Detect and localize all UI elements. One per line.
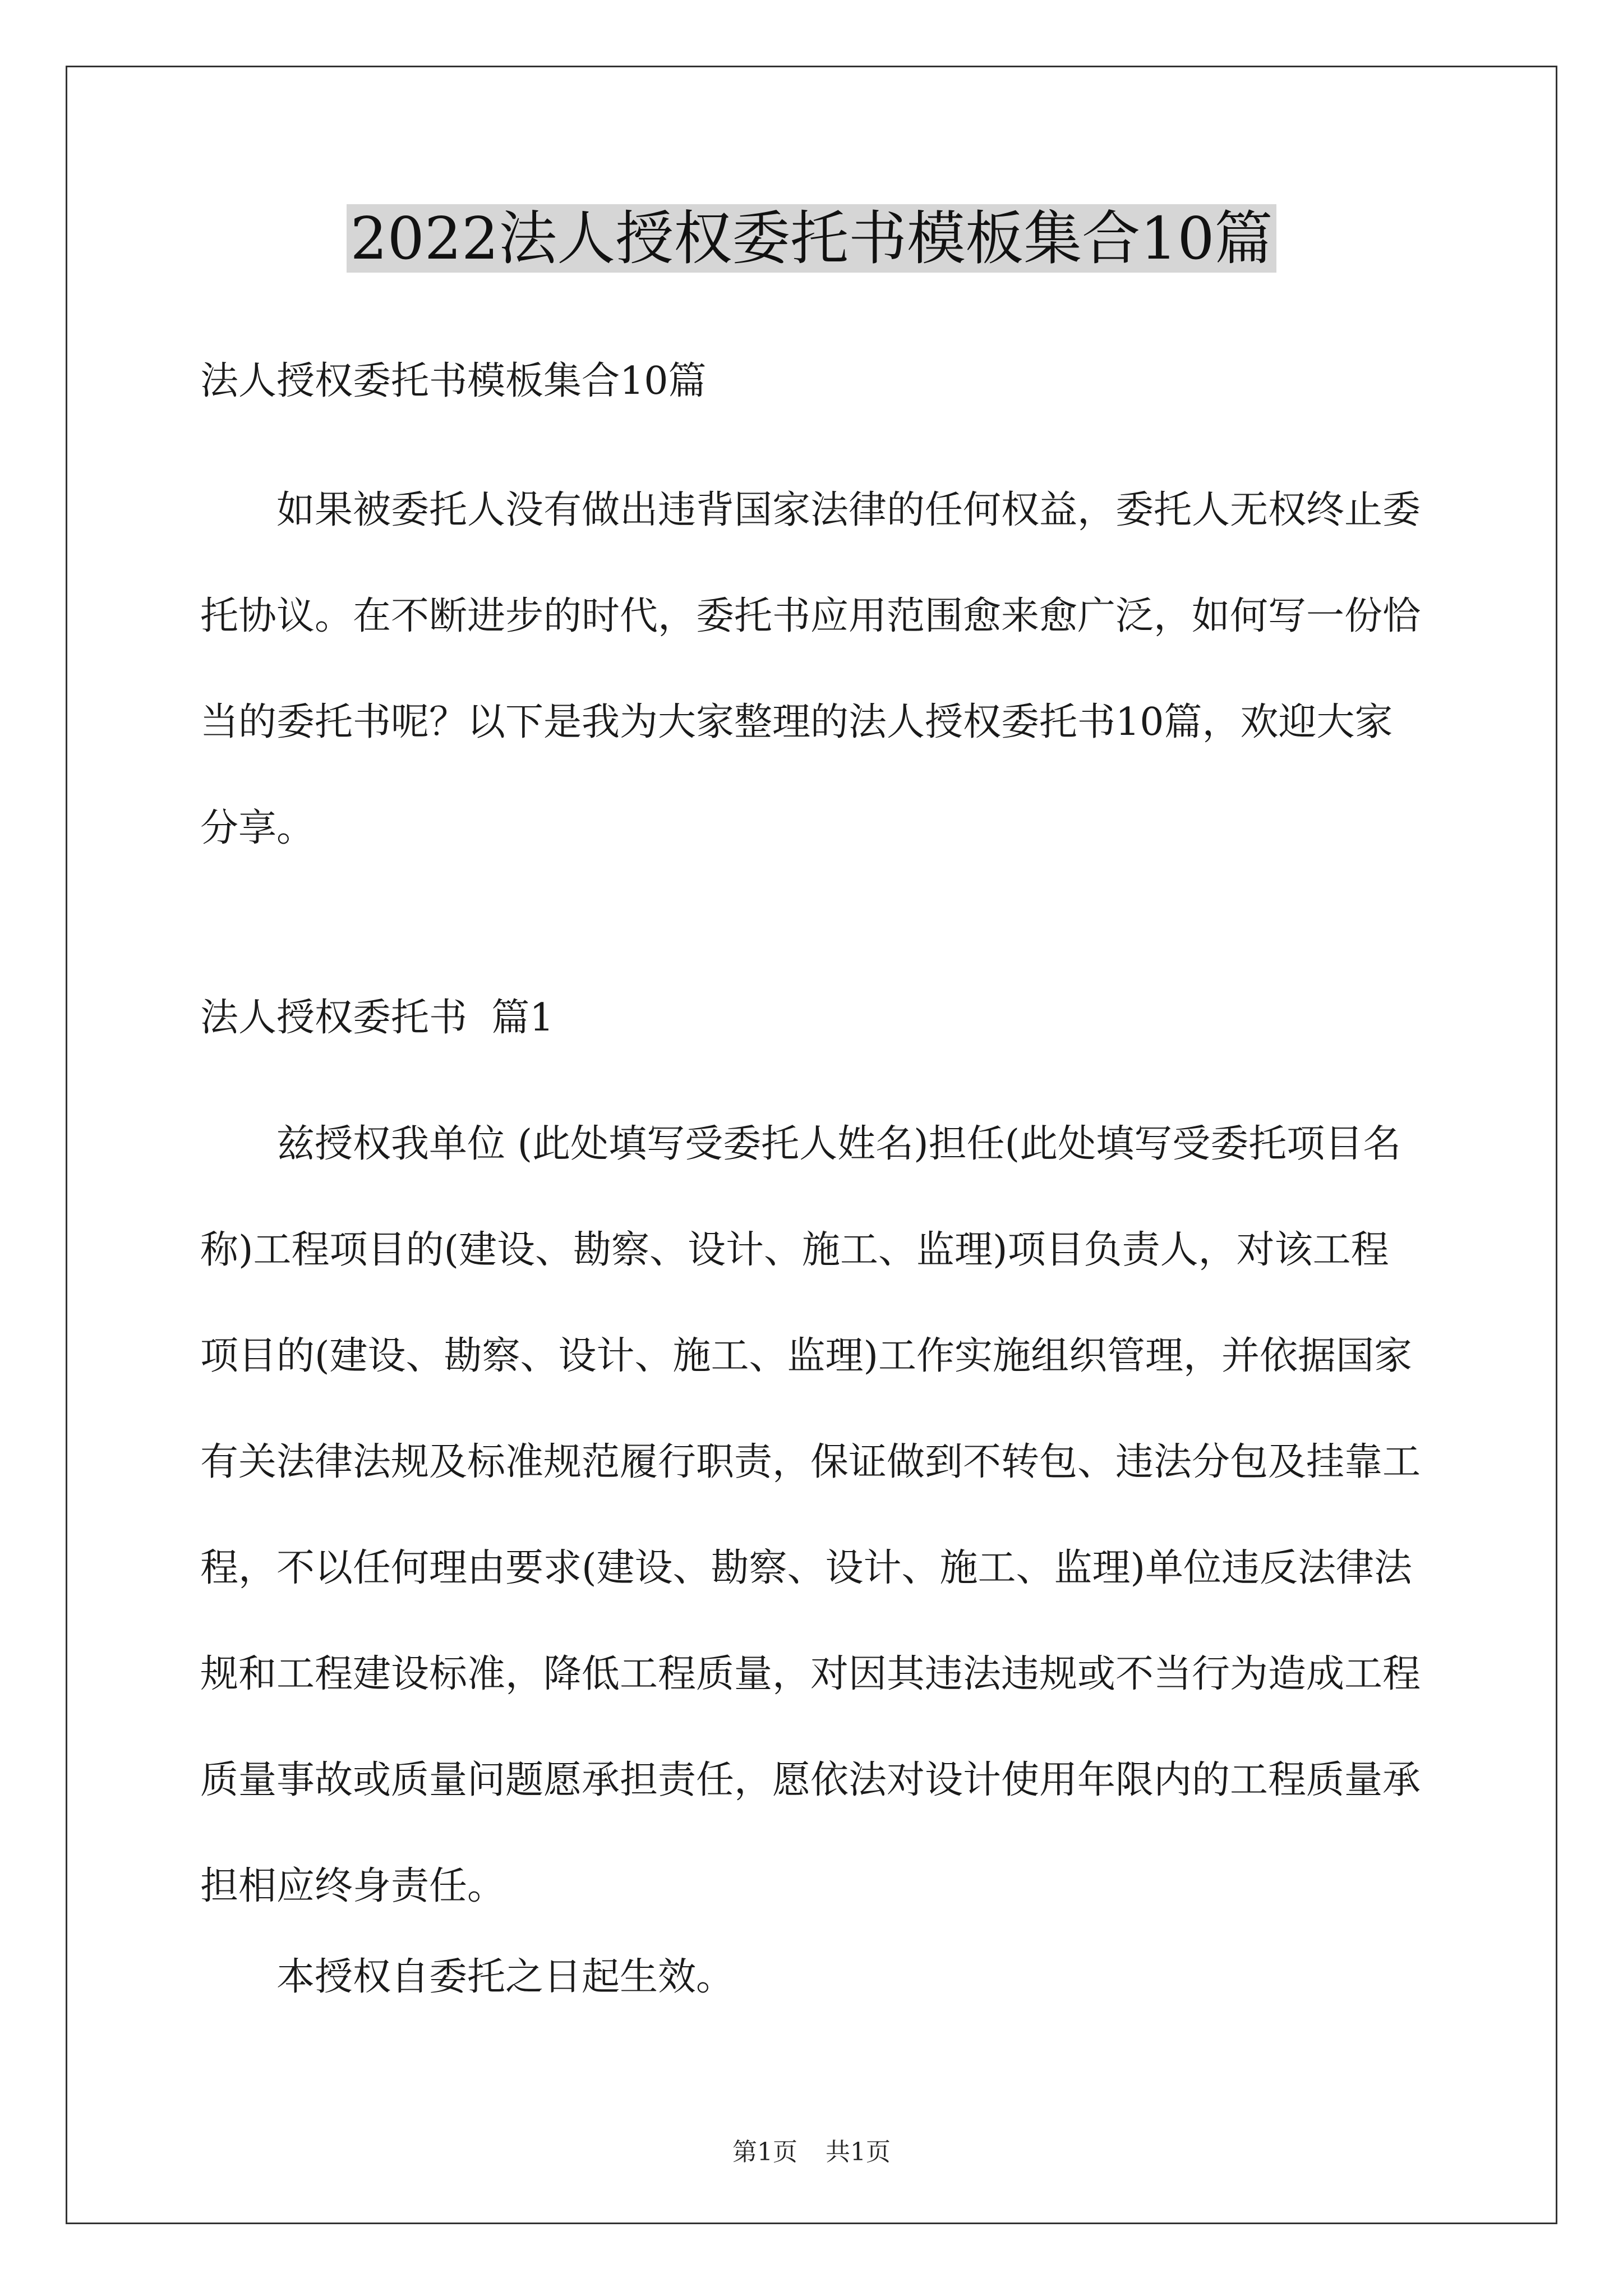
- page-number-total: 共1页: [826, 2138, 891, 2166]
- page-footer: [0, 2132, 1623, 2168]
- closing-paragraph: 本授权自委托之日起生效。: [276, 1955, 735, 1999]
- document-subtitle: 法人授权委托书模板集合10篇: [200, 359, 707, 403]
- section-heading: 法人授权委托书 篇1: [200, 996, 554, 1040]
- document-title: [0, 196, 1623, 280]
- intro-paragraph: 如果被委托人没有做出违背国家法律的任何权益，委托人无权终止委托协议。在不断进步的时代，委托书应用范围愈来愈广泛，如何写一份恰当的委托书呢？以下是我为大家整理的法人授权委托书10篇，欢迎大家分享。: [200, 488, 1421, 850]
- section-body-paragraph: 兹授权我单位 (此处填写受委托人姓名)担任(此处填写受委托项目名称)工程项目的(建设、勘察、设计、施工、监理)项目负责人，对该工程项目的(建设、勘察、设计、施工、监理)工作实施组织管理，并依据国家有关法律法规及标准规范履行职责，保证做到不转包、违法分包及挂靠工程，不以任何理由要求(建设、勘察、设计、施工、监理)单位违反法律法规和工程建设标准，降低工程质量，对因其违法违规或不当行为造成工程质量事故或质量问题愿承担责任，愿依法对设计使用年限内的工程质量承担相应终身责任。: [200, 1122, 1421, 1908]
- document-title-text: 2022法人授权委托书模板集合10篇: [347, 204, 1276, 273]
- page-number-current: 第1页: [732, 2138, 797, 2166]
